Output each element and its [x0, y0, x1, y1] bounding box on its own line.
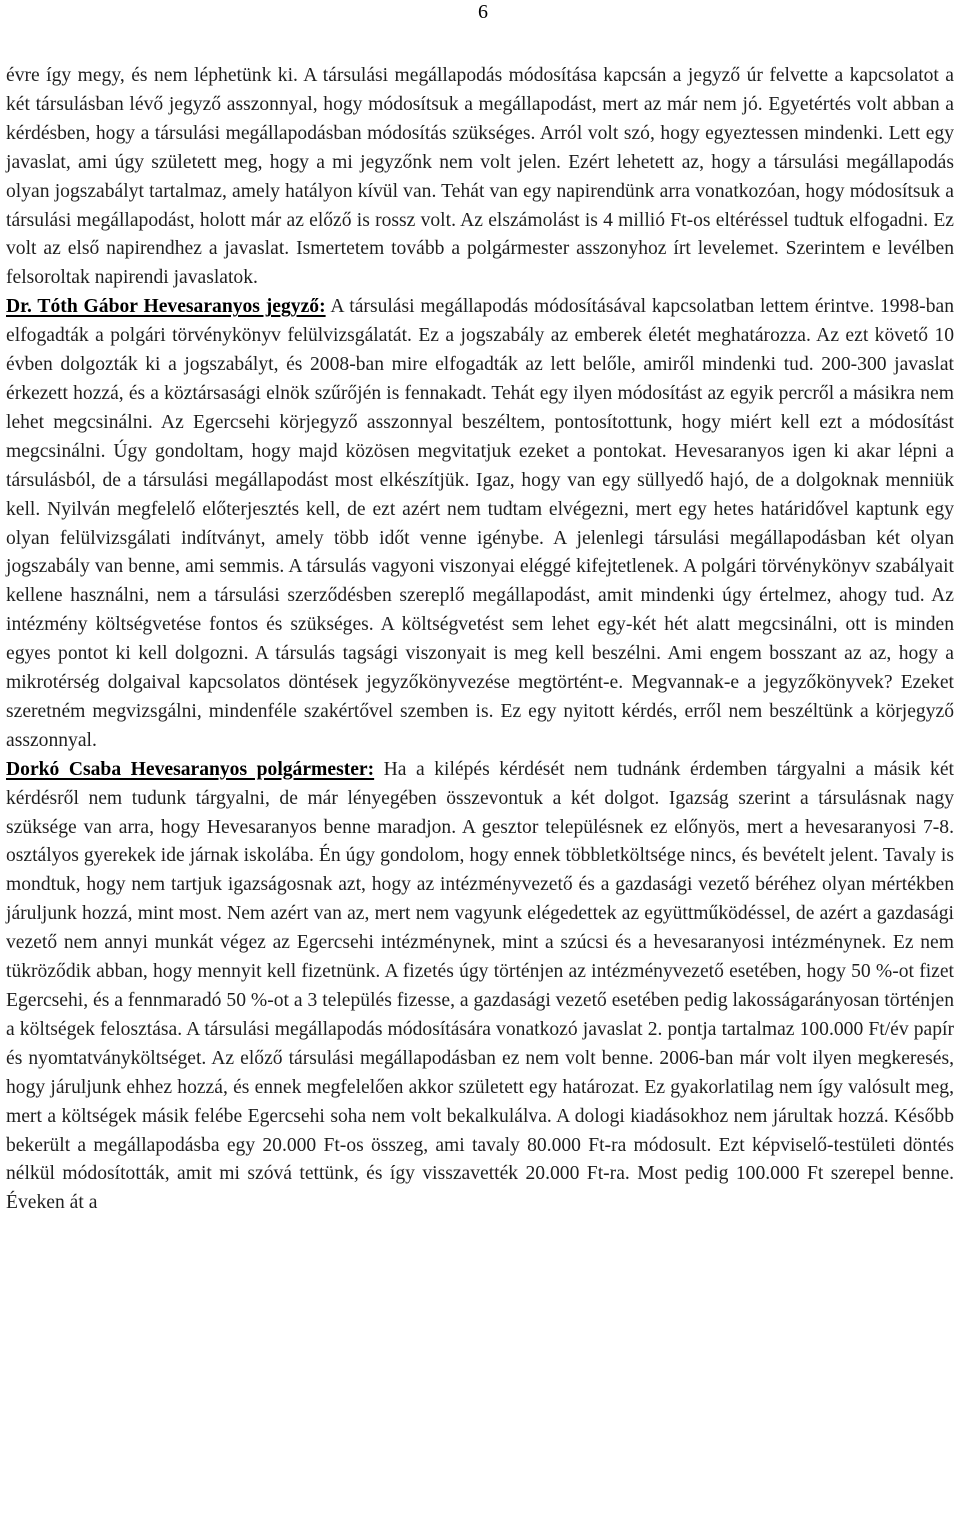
- paragraph-continuation: [6, 62, 954, 293]
- paragraph-text: A társulási megállapodás módosításával kapcsolatban lettem érintve. 1998-ban elfogadták a polgári törvénykönyv felülvizsgálatát. Ez a jogszabály az emberek életét meghatározza. Az ezt követő 10 évben dolgozták ki a jogszabályt, és 2008-ban mire elfogadták az lett belőle, amiről mindenki tud. 200-300 javaslat érkezett hozzá, és a köztársasági elnök szűrőjén is fennakadt. Tehát egy ilyen módosítást az egyik percről a másikra nem lehet megcsinálni. Az Egercsehi körjegyző asszonnyal beszéltem, pontosítottunk, hogy miért kell ezt a módosítást megcsinálni. Úgy gondoltam, hogy majd közösen megvitatjuk ezeket a pontokat. Hevesaranyos igen ki akar lépni a társulásból, de a társulási megállapodást most elkészítjük. Igaz, hogy van egy süllyedő hajó, de a dolgoknak menniük kell. Nyilván megfelelő előterjesztés kell, de ezt azért nem tudtam elvégezni, mert egy hetes határidővel kaptunk egy olyan felülvizsgálati indítványt, amely több időt venne igénybe. A jelenlegi társulási megállapodásban két olyan jogszabály van benne, ami semmis. A társulás vagyoni viszonyai eléggé kifejtetlenek. A polgári törvénykönyv szabályait kellene használni, nem a társulási szerződésben szereplő megállapodást, amit mindenki úgy értelmez, ahogy tud. Az intézmény költségvetése fontos és szükséges. A költségvetést sem lehet egy-két hét alatt megcsinálni, ott is minden egyes pontot ki kell dolgozni. A társulás tagsági viszonyait is meg kell beszélni. Ami engem bosszant az az, hogy a mikrotérség dolgaival kapcsolatos döntések jegyzőkönyvezése megtörtént-e. Megvannak-e a jegyzőkönyvek? Ezeket szeretném megvizsgálni, mindenféle szakértővel szemben is. Ez egy nyitott kérdés, erről nem beszéltünk a körjegyző asszonnyal.: [6, 296, 954, 751]
- page-number: 6: [478, 1, 488, 23]
- paragraph-text: Ha a kilépés kérdését nem tudnánk érdemben tárgyalni a másik két kérdésről nem tudunk tárgyalni, de már lényegében összevontuk a két dolgot. Igazság szerint a társulásnak nagy szüksége van arra, hogy Hevesaranyos benne maradjon. A gesztor településnek ez előnyös, mert a hevesaranyosi 7-8. osztályos gyerekek ide járnak iskolába. Én úgy gondolom, hogy ennek többletköltsége nincs, és bevételt jelent. Tavaly is mondtuk, hogy nem tartjuk igazságosnak azt, hogy az intézményvezető és a gazdasági vezető béréhez olyan mértékben járuljunk hozzá, mint most. Nem azért van az, mert nem vagyunk elégedettek az együttműködéssel, de azért a gazdasági vezető nem annyi munkát végez az Egercsehi intézménynek, mint a szúcsi és a hevesaranyosi intézménynek. Ez nem tükröződik abban, hogy mennyit kell fizetnünk. A fizetés úgy történjen az intézményvezető esetében, hogy 50 %-ot fizet Egercsehi, és a fennmaradó 50 %-ot a 3 település fizesse, a gazdasági vezető esetében pedig lakosságarányosan történjen a költségek felosztása. A társulási megállapodás módosítására vonatkozó javaslat 2. pontja tartalmaz 100.000 Ft/év papír és nyomtatványköltséget. Az előző társulási megállapodásban ez nem volt benne. 2006-ban már volt ilyen megkeresés, hogy járuljunk ehhez hozzá, és ennek megfelelően akkor született egy határozat. Ez gyakorlatilag nem így valósult meg, mert a költségek másik felébe Egercsehi soha nem volt bekalkulálva. A dologi kiadásokhoz nem járultak hozzá. Később bekerült a megállapodásba egy 20.000 Ft-os összeg, ami tavaly 80.000 Ft-ra módosult. Ezt képviselő-testületi döntés nélkül módosították, amit mi szóvá tettünk, és így visszavették 20.000 Ft-ra. Most pedig 100.000 Ft szerepel benne. Éveken át a: [6, 758, 954, 1214]
- paragraph-jegyzo-statement: [6, 293, 954, 756]
- speaker-label: Dr. Tóth Gábor Hevesaranyos jegyző:: [6, 296, 326, 318]
- document-body: [6, 62, 954, 1218]
- speaker-label: Dorkó Csaba Hevesaranyos polgármester:: [6, 758, 375, 780]
- paragraph-polgarmester-statement: [6, 756, 954, 1219]
- paragraph-text: évre így megy, és nem léphetünk ki. A társulási megállapodás módosítása kapcsán a jegyző úr felvette a kapcsolatot a két társulásban lévő jegyző asszonnyal, hogy módosítsuk a megállapodást, mert az már nem jó. Egyetértés volt abban a kérdésben, hogy a társulási megállapodásban módosítás szükséges. Arról volt szó, hogy egyeztessen mindenki. Lett egy javaslat, ami úgy született meg, hogy a mi jegyzőnk nem volt jelen. Ezért lehetett az, hogy a társulási megállapodás olyan jogszabályt tartalmaz, amely hatályon kívül van. Tehát van egy napirendünk arra vonatkozóan, hogy módosítsuk a társulási megállapodást, holott már az előző is rossz volt. Az elszámolást is 4 millió Ft-os eltéréssel tudtuk elfogadni. Ez volt az első napirendhez a javaslat. Ismertetem tovább a polgármester asszonyhoz írt levelemet. Szerintem e levélben felsoroltak napirendi javaslatok.: [6, 65, 954, 289]
